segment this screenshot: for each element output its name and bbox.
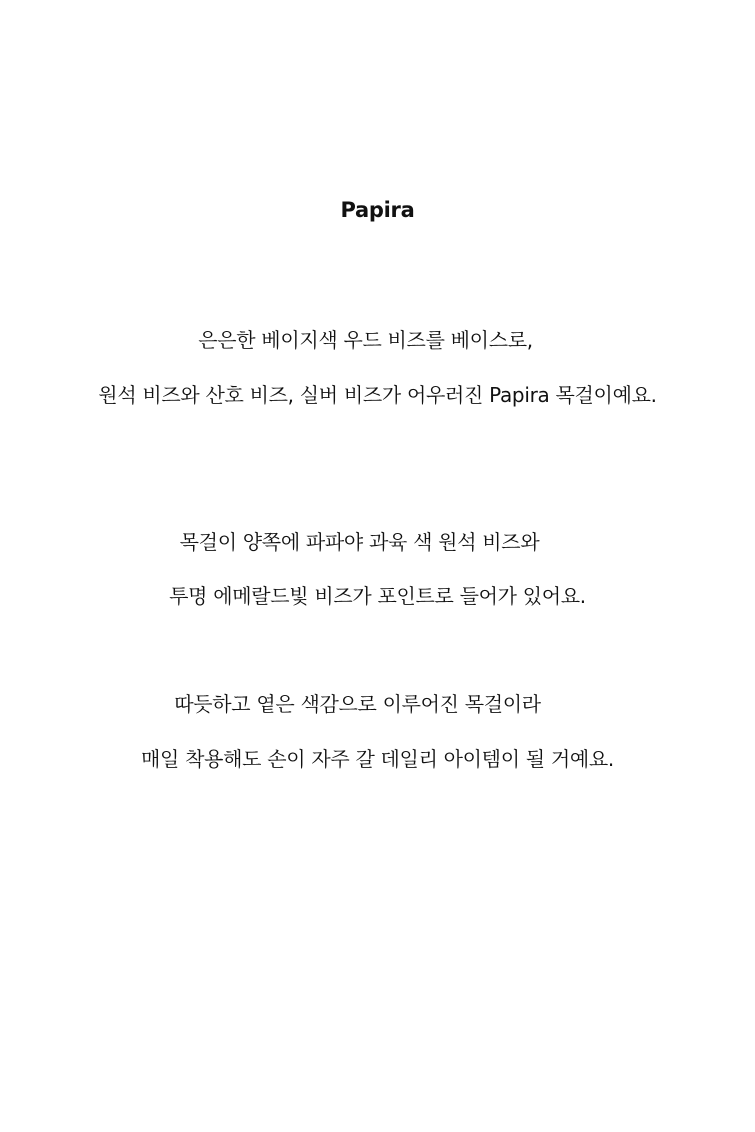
paragraph-1-line-2: 원석 비즈와 산호 비즈, 실버 비즈가 어우러진 Papira 목걸이예요. (98, 383, 657, 407)
product-title: Papira (340, 198, 415, 222)
paragraph-3-line-1: 따듯하고 옅은 색감으로 이루어진 목걸이라 (174, 692, 541, 716)
paragraph-2-line-2: 투명 에메랄드빛 비즈가 포인트로 들어가 있어요. (169, 584, 586, 608)
paragraph-1-line-1: 은은한 베이지색 우드 비즈를 베이스로, (198, 328, 533, 352)
paragraph-3-line-2: 매일 착용해도 손이 자주 갈 데일리 아이템이 될 거예요. (141, 747, 614, 771)
paragraph-2-line-1: 목걸이 양쪽에 파파야 과육 색 원석 비즈와 (179, 530, 540, 554)
